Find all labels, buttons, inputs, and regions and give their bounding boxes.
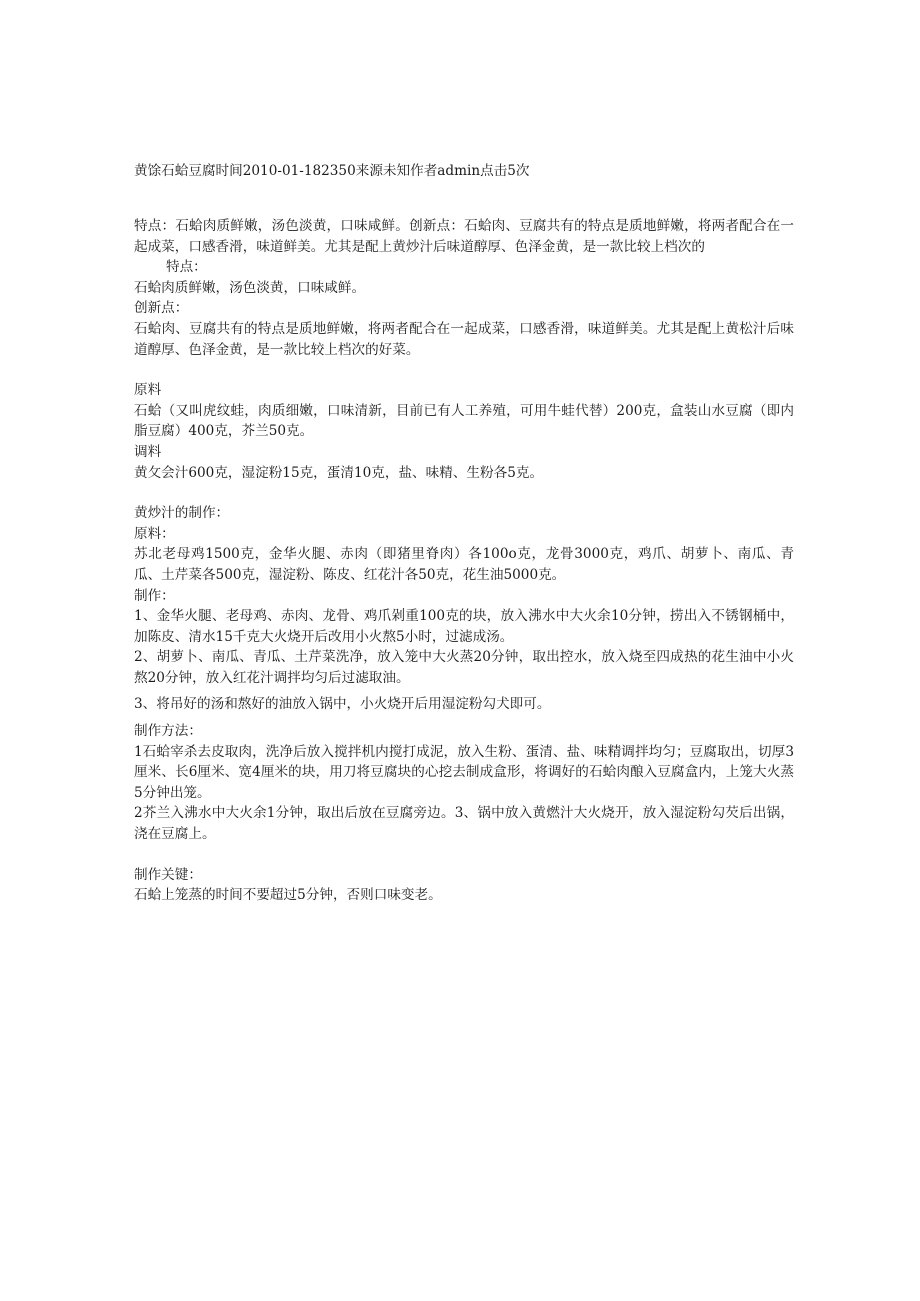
sauce-ingredients-text: 苏北老母鸡1500克，金华火腿、赤肉（即猪里脊肉）各100o克，龙骨3000克，鸡爪、胡萝卜、南瓜、青瓜、土芹菜各500克，湿淀粉、陈皮、红花汁各50克，花生油5000克。 xyxy=(134,546,794,583)
page-title: 黄馀石蛤豆腐时间2010-01-182350来源未知作者admin点击5次 xyxy=(134,163,530,179)
method-step: 2芥兰入沸水中大火余1分钟，取出后放在豆腐旁边。3、锅中放入黄燃汁大火烧开，放入湿淀粉勾芡后出锅，浇在豆腐上。 xyxy=(134,805,794,843)
innovation-heading: 创新点： xyxy=(134,300,189,317)
seasoning-text: 黄攵会汁600克，湿淀粉15克，蛋清10克，盐、味精、生粉各5克。 xyxy=(134,464,544,481)
sauce-ingredients-heading: 原料： xyxy=(134,525,175,542)
seasoning-heading: 调料 xyxy=(134,443,162,460)
spacer xyxy=(134,360,794,380)
spacer xyxy=(134,483,794,503)
intro-paragraph: 特点：石蛤肉质鲜嫩，汤色淡黄，口味咸鲜。创新点：石蛤肉、豆腐共有的特点是质地鲜嫩，将两者配合在一起成菜，口感香滑，味道鲜美。尤其是配上黄炒汁后味道醇厚、色泽金黄，是一款比较上档次的 xyxy=(134,218,794,255)
key-text: 石蛤上笼蒸的时间不要超过5分钟，否则口味变老。 xyxy=(134,887,442,904)
key-heading: 制作关键： xyxy=(134,866,202,883)
sauce-step: 2、胡萝卜、南瓜、青瓜、土芹菜洗净，放入笼中大火蒸20分钟，取出控水，放入烧至四成热的花生油中小火熬20分钟，放入红花汁调拌均匀后过滤取油。 xyxy=(134,649,794,686)
sauce-heading: 黄炒汁的制作： xyxy=(134,505,230,522)
document-page xyxy=(134,160,794,906)
method-step: 1石蛤宰杀去皮取肉，洗净后放入搅拌机内搅打成泥，放入生粉、蛋清、盐、味精调拌均匀；豆腐取出，切厚3厘米、长6厘米、宽4厘米的块，用刀将豆腐块的心挖去制成盒形，将调好的石蛤肉酿入豆腐盒内，上笼大火蒸5分钟出笼。 xyxy=(134,743,794,801)
spacer xyxy=(134,845,794,865)
sauce-method-heading: 制作： xyxy=(134,587,175,604)
feature-text: 石蛤肉质鲜嫩，汤色淡黄，口味咸鲜。 xyxy=(134,279,366,296)
ingredients-text: 石蛤（又叫虎纹蛙，肉质细嫩，口味清新，目前已有人工养殖，可用牛蛙代替）200克，盒装山水豆腐（即内脂豆腐）400克，芥兰50克。 xyxy=(134,402,794,440)
sauce-step: 1、金华火腿、老母鸡、赤肉、龙骨、鸡爪剁重100克的块，放入沸水中大火余10分钟，捞出入不锈钢桶中，加陈皮、清水15千克大火烧开后改用小火熬5小时，过滤成汤。 xyxy=(134,608,794,645)
method-heading: 制作方法： xyxy=(134,723,202,740)
innovation-text: 石蛤肉、豆腐共有的特点是质地鲜嫩，将两者配合在一起成菜，口感香滑，味道鲜美。尤其是配上黄松汁后味道醇厚、色泽金黄，是一款比较上档次的好菜。 xyxy=(134,320,794,358)
sauce-step: 3、将吊好的汤和熬好的油放入锅中，小火烧开后用湿淀粉勾犬即可。 xyxy=(134,696,551,713)
feature-heading: 特点： xyxy=(166,259,207,276)
ingredients-heading: 原料 xyxy=(134,382,162,399)
